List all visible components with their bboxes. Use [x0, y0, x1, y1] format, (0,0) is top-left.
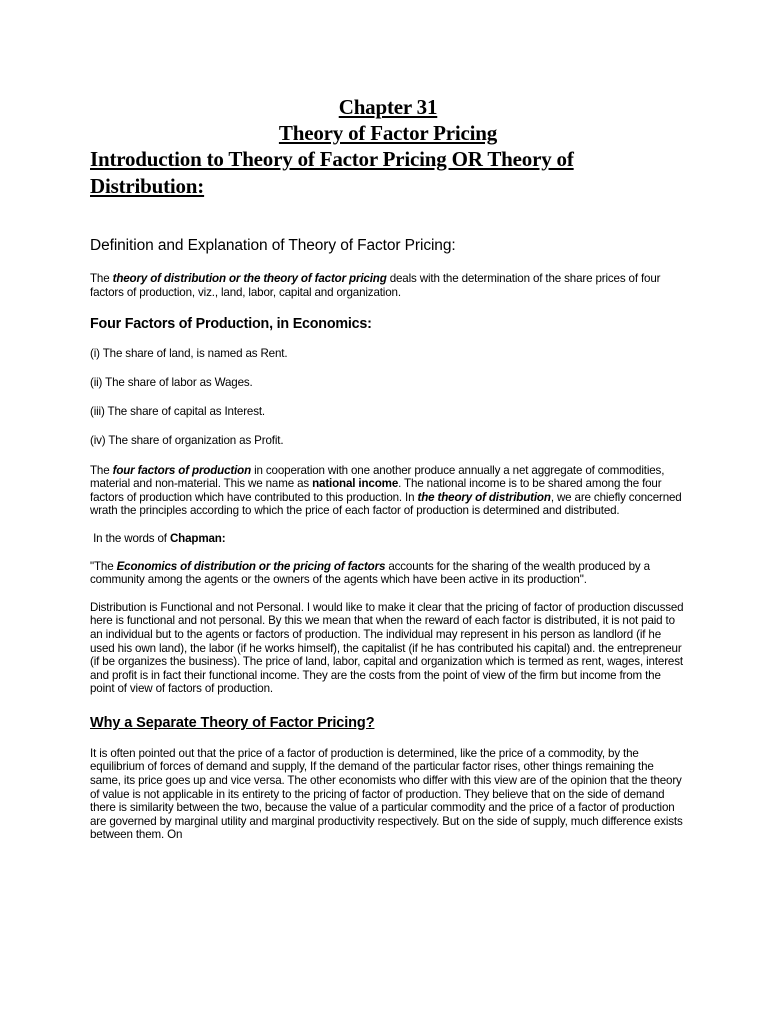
theory-distribution-emphasis: the theory of distribution: [417, 490, 551, 504]
chapman-name: Chapman:: [169, 531, 226, 545]
chapter-number: Chapter 31: [338, 95, 438, 119]
four-factors-emphasis: four factors of production: [112, 463, 252, 477]
quote-emphasis: Economics of distribution or the pricing of factors: [116, 559, 386, 573]
functional-paragraph: Distribution is Functional and not Personal. I would like to make it clear that the pricing of factor of production discussed here is functional and not personal. By this we mean that when the reward of each factor is distributed, it is not paid to an individual but to the agents or factors of production. The individual may represent in his person as landlord (if he used his own land), the labor (if he works himself), the capitalist (if he has contributed his capital) and. the entrepreneur (if be organizes the business). The price of land, labor, capital and organization which is termed as rent, wages, interest and profit is in fact their functional income. They are the costs from the point of view of the firm but income from the point of view of factors of production.: [90, 600, 684, 696]
list-item: (ii) The share of labor as Wages.: [90, 376, 253, 390]
national-income-emphasis: national income: [312, 477, 399, 491]
definition-heading: Definition and Explanation of Theory of Factor Pricing:: [90, 237, 456, 254]
chapman-intro: In the words of Chapman:: [90, 531, 226, 545]
intro-heading: Introduction to Theory of Factor Pricing OR Theory of Distribution:: [90, 147, 574, 198]
definition-emphasis: theory of distribution or the theory of factor pricing: [112, 272, 387, 285]
factors-heading: Four Factors of Production, in Economics:: [90, 316, 372, 333]
list-item: (i) The share of land, is named as Rent.: [90, 347, 288, 361]
chapter-title: Theory of Factor Pricing: [278, 121, 498, 145]
list-item: (iii) The share of capital as Interest.: [90, 405, 266, 419]
document-page: [90, 94, 686, 856]
definition-paragraph: The theory of distribution or the theory of factor pricing deals with the determination of the share prices of four factors of production, viz., land, labor, capital and organization.: [90, 272, 661, 299]
chapman-quote: "The Economics of distribution or the pricing of factors accounts for the sharing of the wealth produced by a community among the agents or the owners of the agents which have been active in its production".: [90, 559, 650, 587]
separate-theory-heading: Why a Separate Theory of Factor Pricing?: [90, 714, 375, 731]
list-item: (iv) The share of organization as Profit.: [90, 434, 284, 448]
national-income-paragraph: The four factors of production in cooperation with one another produce annually a net aggregate of commodities, material and non-material. This we name as national income. The national income is to be shared among the four factors of production which have contributed to this production. In the theory of distribution, we are chiefly concerned wrath the principles according to which the price of each factor of production is determined and distributed.: [90, 463, 682, 518]
separate-theory-paragraph: It is often pointed out that the price of a factor of production is determined, like the price of a commodity, by the equilibrium of forces of demand and supply, If the demand of the particular factor rises, other things remaining the same, its price goes up and vice versa. The other economists who differ with this view are of the opinion that the theory of value is not applicable in its entirety to the pricing of factor of production. They believe that on the side of demand there is similarity between the two, because the value of a particular commodity and the price of a factor of production are governed by marginal utility and marginal productivity respectively. But on the side of supply, much difference exists between them. On: [90, 746, 683, 842]
